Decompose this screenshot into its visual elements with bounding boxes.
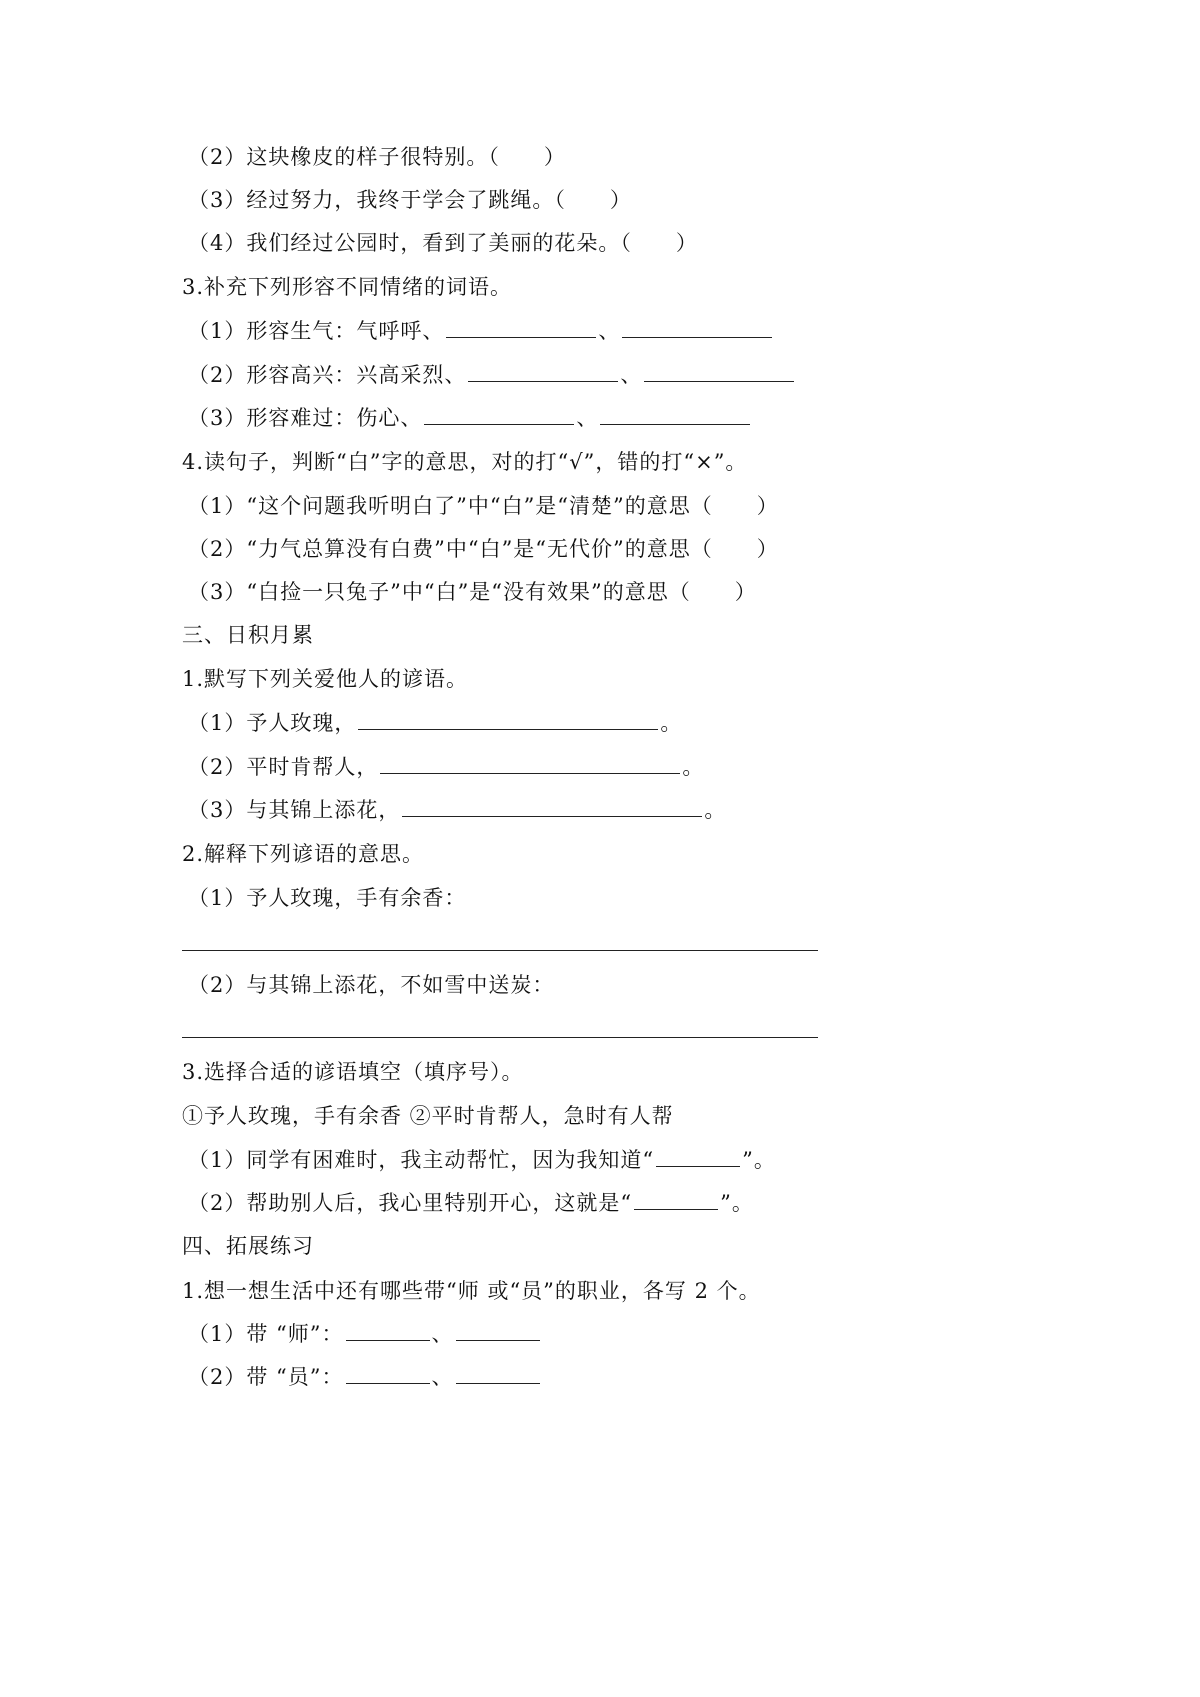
answer-blank[interactable] xyxy=(358,711,658,730)
list-item: （2）“力气总算没有白费”中“白”是“无代价”的意思（ ） xyxy=(188,537,779,561)
list-item: （2）平时肯帮人， 。 xyxy=(188,755,705,779)
question-title: 4.读句子，判断“白”字的意思，对的打“√”，错的打“×”。 xyxy=(182,450,748,474)
list-item: （2）这块橡皮的样子很特别。（ ） xyxy=(188,145,566,169)
list-item: （1）同学有困难时，我主动帮忙，因为我知道“ ”。 xyxy=(188,1148,776,1172)
answer-blank[interactable] xyxy=(656,1148,740,1167)
answer-blank[interactable] xyxy=(468,363,618,382)
list-item: （1）予人玫瑰，手有余香： xyxy=(188,886,467,910)
answer-blank[interactable] xyxy=(446,319,596,338)
list-item: （3）“白捡一只兔子”中“白”是“没有效果”的意思（ ） xyxy=(188,580,757,604)
list-item: （2）帮助别人后，我心里特别开心，这就是“ ”。 xyxy=(188,1191,754,1215)
list-item: （1）带 “师”： 、 xyxy=(188,1319,542,1349)
question-title: 3.补充下列形容不同情绪的词语。 xyxy=(182,275,513,299)
answer-blank[interactable] xyxy=(600,406,750,425)
answer-blank[interactable] xyxy=(456,1322,540,1341)
list-item: （2）形容高兴：兴高采烈、 、 xyxy=(188,360,796,390)
section-heading: 三、日积月累 xyxy=(182,623,314,647)
list-item: （1）“这个问题我听明白了”中“白”是“清楚”的意思（ ） xyxy=(188,494,779,518)
answer-line[interactable] xyxy=(182,1037,818,1038)
answer-blank[interactable] xyxy=(346,1365,430,1384)
options-line: ①予人玫瑰，手有余香 ②平时肯帮人，急时有人帮 xyxy=(182,1104,674,1128)
answer-blank[interactable] xyxy=(380,755,680,774)
list-item: （1）形容生气：气呼呼、 、 xyxy=(188,316,774,346)
answer-blank[interactable] xyxy=(346,1322,430,1341)
question-title: 1.默写下列关爱他人的谚语。 xyxy=(182,667,469,691)
list-item: （3）形容难过：伤心、 、 xyxy=(188,403,752,433)
answer-blank[interactable] xyxy=(456,1365,540,1384)
section-heading: 四、拓展练习 xyxy=(182,1234,314,1258)
answer-blank[interactable] xyxy=(634,1191,718,1210)
list-item: （4）我们经过公园时，看到了美丽的花朵。（ ） xyxy=(188,231,698,255)
question-title: 3.选择合适的谚语填空（填序号）。 xyxy=(182,1060,524,1084)
answer-blank[interactable] xyxy=(644,363,794,382)
list-item: （1）予人玫瑰， 。 xyxy=(188,711,683,735)
answer-blank[interactable] xyxy=(622,319,772,338)
list-item: （2）与其锦上添花，不如雪中送炭： xyxy=(188,973,555,997)
answer-blank[interactable] xyxy=(402,798,702,817)
list-item: （3）与其锦上添花， 。 xyxy=(188,798,727,822)
list-item: （2）带 “员”： 、 xyxy=(188,1362,542,1392)
answer-blank[interactable] xyxy=(424,406,574,425)
question-title: 1.想一想生活中还有哪些带“师 或“员”的职业，各写 2 个。 xyxy=(182,1279,761,1303)
question-title: 2.解释下列谚语的意思。 xyxy=(182,842,425,866)
answer-line[interactable] xyxy=(182,950,818,951)
list-item: （3）经过努力，我终于学会了跳绳。（ ） xyxy=(188,188,632,212)
